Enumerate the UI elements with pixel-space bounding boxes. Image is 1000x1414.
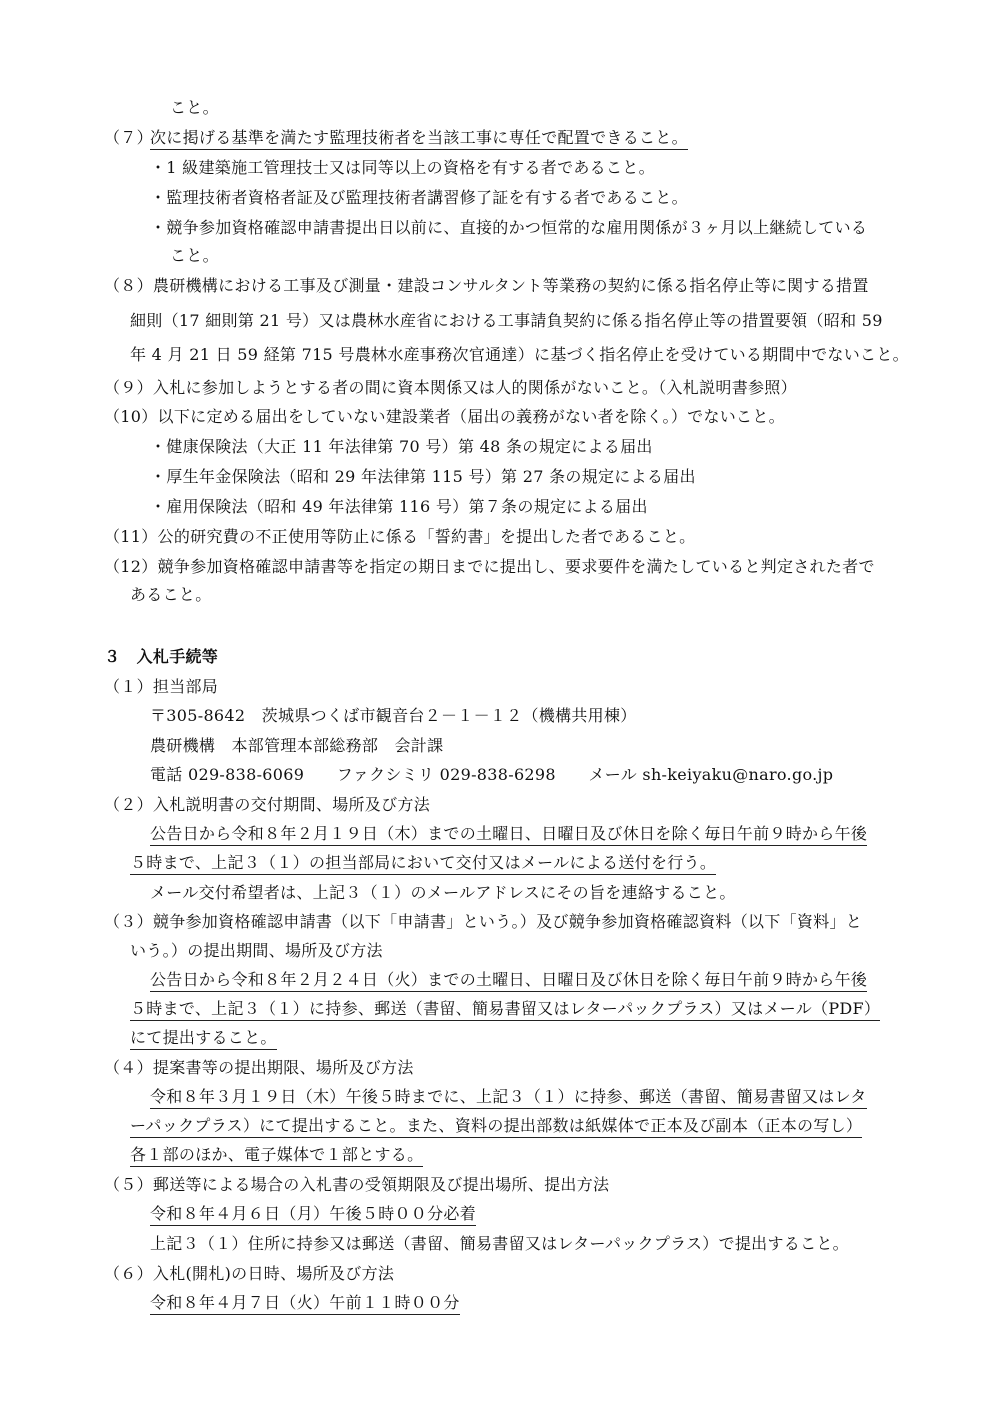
text-line: 上記３（１）住所に持参又は郵送（書留、簡易書留又はレターパックプラス）で提出すること。: [150, 1234, 849, 1253]
text-line: メール交付希望者は、上記３（１）のメールアドレスにその旨を連絡すること。: [150, 883, 736, 902]
text-line: （２）入札説明書の交付期間、場所及び方法: [104, 795, 431, 814]
item-number: （７）: [104, 128, 153, 147]
underlined-text: 公告日から令和８年２月２４日（火）までの土曜日、日曜日及び休日を除く毎日午前９時から午後: [150, 970, 867, 992]
underlined-text: 令和８年４月６日（月）午後５時００分必着: [150, 1204, 476, 1226]
text-line: （９）入札に参加しようとする者の間に資本関係又は人的関係がないこと。（入札説明書参照）: [104, 378, 797, 397]
underlined-text: にて提出すること。: [130, 1028, 277, 1050]
text-line: 細則（17 細則第 21 号）又は農林水産省における工事請負契約に係る指名停止等の措置要領（昭和 59: [130, 311, 883, 330]
bullet-line: ・健康保険法（大正 11 年法律第 70 号）第 48 条の規定による届出: [150, 437, 653, 456]
bullet-line: ・雇用保険法（昭和 49 年法律第 116 号）第７条の規定による届出: [150, 497, 648, 516]
contact-line: 電話 029-838-6069 ファクシミリ 029-838-6298 メール sh-keiyaku@naro.go.jp: [150, 765, 834, 784]
text-line: （８）農研機構における工事及び測量・建設コンサルタント等業務の契約に係る指名停止等に関する措置: [104, 276, 869, 295]
text-line: （11）公的研究費の不正使用等防止に係る「誓約書」を提出した者であること。: [104, 527, 696, 546]
underlined-text: 各１部のほか、電子媒体で１部とする。: [130, 1145, 423, 1167]
text-line: （10）以下に定める届出をしていない建設業者（届出の義務がない者を除く。）でないこと。: [104, 407, 785, 426]
text-line: （５）郵送等による場合の入札書の受領期限及び提出場所、提出方法: [104, 1175, 610, 1194]
address-line: 〒305-8642 茨城県つくば市観音台２－１－１２（機構共用棟）: [150, 706, 637, 725]
bullet-line: ・厚生年金保険法（昭和 29 年法律第 115 号）第 27 条の規定による届出: [150, 467, 696, 486]
text-line: 農研機構 本部管理本部総務部 会計課: [150, 736, 444, 755]
bullet-line: ・1 級建築施工管理技士又は同等以上の資格を有する者であること。: [150, 158, 655, 177]
section-heading: ３ 入札手続等: [104, 647, 219, 666]
bullet-line: ・監理技術者資格者証及び監理技術者講習修了証を有する者であること。: [150, 188, 688, 207]
underlined-text: 次に掲げる基準を満たす監理技術者を当該工事に専任で配置できること。: [150, 128, 688, 150]
underlined-text: ーパックプラス）にて提出すること。また、資料の提出部数は紙媒体で正本及び副本（正本の写し）: [130, 1116, 862, 1138]
text-line: （６）入札(開札)の日時、場所及び方法: [104, 1264, 395, 1283]
underlined-text: 公告日から令和８年２月１９日（木）までの土曜日、日曜日及び休日を除く毎日午前９時から午後: [150, 824, 867, 846]
underlined-text: ５時まで、上記３（１）の担当部局において交付又はメールによる送付を行う。: [130, 853, 716, 875]
text-line: 年 4 月 21 日 59 経第 715 号農林水産事務次官通達）に基づく指名停止を受けている期間中でないこと。: [130, 345, 909, 364]
text-line: いう。）の提出期間、場所及び方法: [130, 941, 383, 960]
text-line: （１）担当部局: [104, 677, 219, 696]
underlined-text: 令和８年４月７日（火）午前１１時００分: [150, 1293, 460, 1315]
text-line: こと。: [170, 98, 219, 117]
text-line: あること。: [130, 585, 212, 604]
text-line: （12）競争参加資格確認申請書等を指定の期日までに提出し、要求要件を満たしていると判定された者で: [104, 557, 875, 576]
text-line: （３）競争参加資格確認申請書（以下「申請書」という。）及び競争参加資格確認資料（以下「資料」と: [104, 912, 863, 931]
text-line: （４）提案書等の提出期限、場所及び方法: [104, 1058, 414, 1077]
underlined-text: ５時まで、上記３（１）に持参、郵送（書留、簡易書留又はレターパックプラス）又はメール（PDF）: [130, 999, 880, 1021]
text-line: こと。: [170, 246, 219, 265]
bullet-line: ・競争参加資格確認申請書提出日以前に、直接的かつ恒常的な雇用関係が３ヶ月以上継続している: [150, 218, 868, 237]
underlined-text: 令和８年３月１９日（木）午後５時までに、上記３（１）に持参、郵送（書留、簡易書留又はレタ: [150, 1087, 867, 1109]
